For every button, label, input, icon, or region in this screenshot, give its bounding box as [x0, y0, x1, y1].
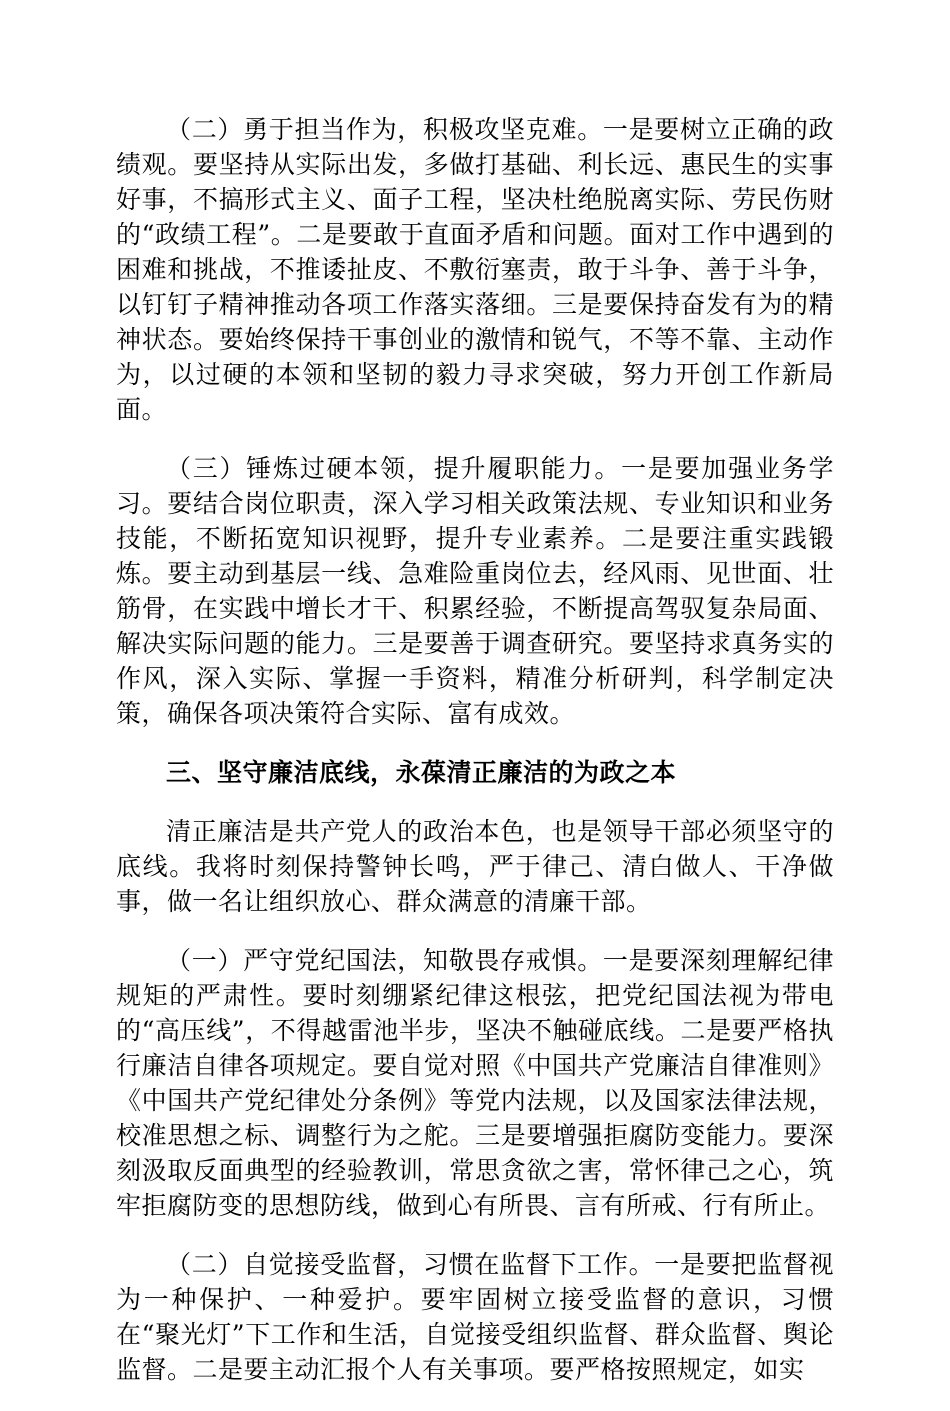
paragraph-integrity-intro: 清正廉洁是共产党人的政治本色，也是领导干部必须坚守的底线。我将时刻保持警钟长鸣，严于律己、清白做人、干净做事，做一名让组织放心、群众满意的清廉干部。 — [116, 817, 834, 916]
section-heading-integrity: 三、坚守廉洁底线，永葆清正廉洁的为政之本 — [166, 758, 677, 787]
paragraph-discipline: （一）严守党纪国法，知敬畏存戒惧。一是要深刻理解纪律规矩的严肃性。要时刻绷紧纪律这根弦，把党纪国法视为带电的“高压线”，不得越雷池半步，坚决不触碰底线。二是要严格执行廉洁自律各项规定。要自觉对照《中国共产党廉洁自律准则》《中国共产党纪律处分条例》等党内法规，以及国家法律法规，校准思想之标、调整行为之舵。三是要增强拒腐防变能力。要深刻汲取反面典型的经验教训，常思贪欲之害，常怀律己之心，筑牢拒腐防变的思想防线，做到心有所畏、言有所戒、行有所止。 — [116, 946, 834, 1220]
paragraph-duty-taking: （二）勇于担当作为，积极攻坚克难。一是要树立正确的政绩观。要坚持从实际出发，多做打基础、利长远、惠民生的实事好事，不搞形式主义、面子工程，坚决杜绝脱离实际、劳民伤财的“政绩工程”。二是要敢于直面矛盾和问题。面对工作中遇到的困难和挑战，不推诿扯皮、不敷衍塞责，敢于斗争、善于斗争，以钉钉子精神推动各项工作落实落细。三是要保持奋发有为的精神状态。要始终保持干事创业的激情和锐气，不等不靠、主动作为，以过硬的本领和坚韧的毅力寻求突破，努力开创工作新局面。 — [116, 115, 834, 424]
paragraph-supervision: （二）自觉接受监督，习惯在监督下工作。一是要把监督视为一种保护、一种爱护。要牢固树立接受监督的意识，习惯在“聚光灯”下工作和生活，自觉接受组织监督、群众监督、舆论监督。二是要主动汇报个人有关事项。要严格按照规定，如实 — [116, 1250, 834, 1384]
paragraph-skill-building: （三）锤炼过硬本领，提升履职能力。一是要加强业务学习。要结合岗位职责，深入学习相关政策法规、专业知识和业务技能，不断拓宽知识视野，提升专业素养。二是要注重实践锻炼。要主动到基层一线、急难险重岗位去，经风雨、见世面、壮筋骨，在实践中增长才干、积累经验，不断提高驾驭复杂局面、解决实际问题的能力。三是要善于调查研究。要坚持求真务实的作风，深入实际、掌握一手资料，精准分析研判，科学制定决策，确保各项决策符合实际、富有成效。 — [116, 454, 834, 728]
document-page — [116, 112, 834, 1411]
